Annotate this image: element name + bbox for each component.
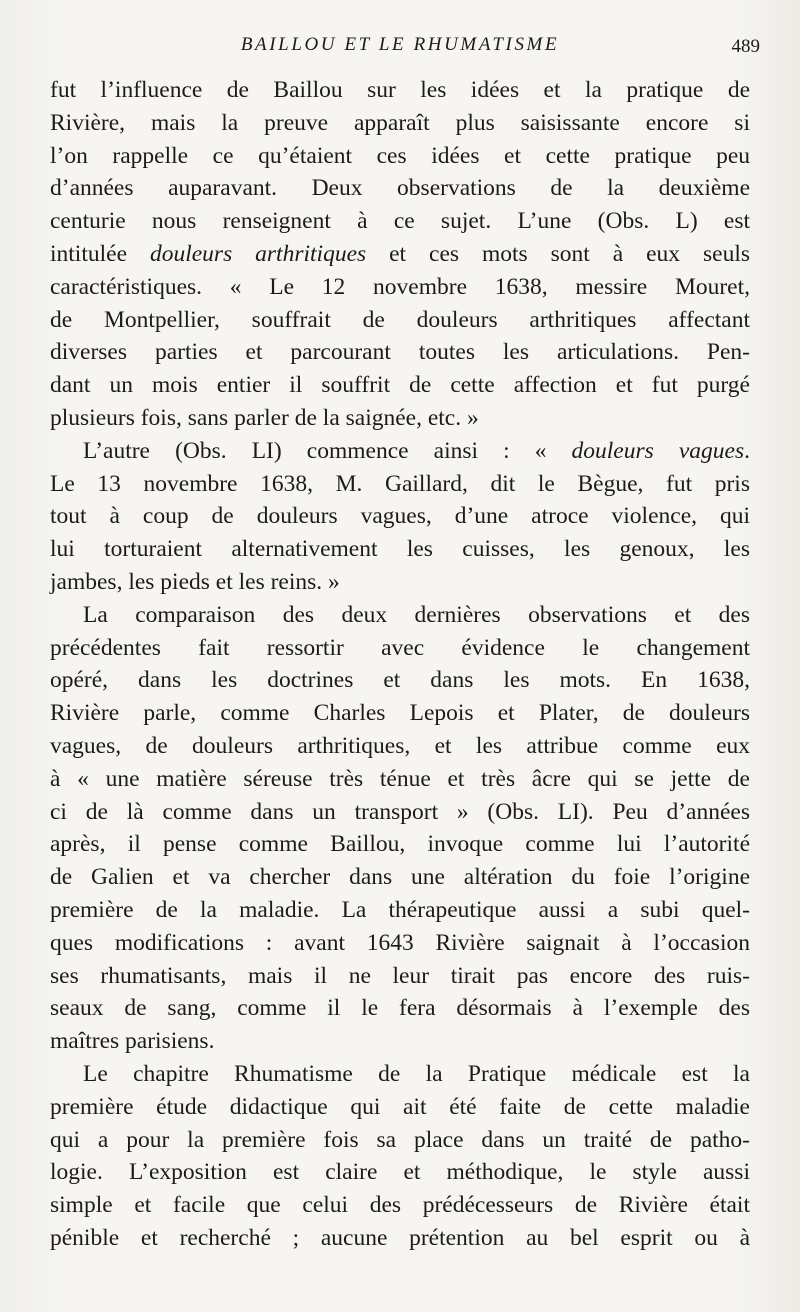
paragraph-first-line: Le chapitre Rhumatisme de la Pratique médicale est la bbox=[83, 1060, 750, 1087]
text-line: ci de là comme dans un transport » (Obs. LI). Peu d’années bbox=[50, 798, 750, 825]
paragraph-last-line: maîtres parisiens. bbox=[50, 1028, 215, 1055]
text-line: d’années auparavant. Deux observations de la deuxième bbox=[50, 175, 750, 202]
text-line: après, il pense comme Baillou, invoque comme lui l’autorité bbox=[50, 831, 750, 858]
paragraph-first-line: La comparaison des deux dernières observations et des bbox=[83, 601, 750, 628]
text-line: fut l’influence de Baillou sur les idées et la pratique de bbox=[50, 77, 750, 103]
text-line: Rivière parle, comme Charles Lepois et Plater, de douleurs bbox=[50, 700, 750, 727]
text-line: Rivière, mais la preuve apparaît plus saisissante encore si bbox=[50, 109, 750, 136]
paragraph-first-line: L’autre (Obs. LI) commence ainsi : « douleurs vagues. bbox=[83, 437, 750, 464]
text-line: à « une matière séreuse très ténue et très âcre qui se jette de bbox=[50, 765, 750, 792]
text-line: dant un mois entier il souffrit de cette affection et fut purgé bbox=[50, 372, 750, 399]
text-line: caractéristiques. « Le 12 novembre 1638, messire Mouret, bbox=[50, 273, 750, 300]
running-title: BAILLOU ET LE RHUMATISME bbox=[240, 34, 560, 55]
text-line: seaux de sang, comme il le fera désormais à l’exemple des bbox=[50, 995, 750, 1022]
text-line: diverses parties et parcourant toutes les articulations. Pen- bbox=[50, 339, 750, 366]
text-line: de Montpellier, souffrait de douleurs arthritiques affectant bbox=[50, 306, 750, 333]
body-text bbox=[50, 74, 750, 1255]
text-line: logie. L’exposition est claire et méthodique, le style aussi bbox=[50, 1159, 750, 1186]
text-line: opéré, dans les doctrines et dans les mots. En 1638, bbox=[50, 667, 750, 694]
text-line: vagues, de douleurs arthritiques, et les attribue comme eux bbox=[50, 732, 750, 759]
text-line: précédentes fait ressortir avec évidence le changement bbox=[50, 634, 750, 661]
paragraph-last-line: plusieurs fois, sans parler de la saignée, etc. » bbox=[50, 404, 479, 431]
text-line: ses rhumatisants, mais il ne leur tirait pas encore des ruis- bbox=[50, 962, 750, 989]
text-line: centurie nous renseignent à ce sujet. L’une (Obs. L) est bbox=[50, 208, 750, 235]
text-line: de Galien et va chercher dans une altération du foie l’origine bbox=[50, 864, 750, 891]
italic-phrase: douleurs vagues bbox=[571, 437, 745, 464]
text-line: première étude didactique qui ait été faite de cette maladie bbox=[50, 1093, 750, 1120]
italic-phrase: douleurs arthritiques bbox=[149, 240, 367, 267]
text-line: l’on rappelle ce qu’étaient ces idées et cette pratique peu bbox=[50, 142, 750, 169]
text-line: intitulée douleurs arthritiques et ces mots sont à eux seuls bbox=[50, 240, 750, 267]
text-line: première de la maladie. La thérapeutique aussi a subi quel- bbox=[50, 896, 750, 923]
text-line: tout à coup de douleurs vagues, d’une atroce violence, qui bbox=[50, 503, 750, 530]
page-header bbox=[0, 34, 800, 64]
paragraph-last-line: jambes, les pieds et les reins. » bbox=[50, 568, 340, 595]
text-line: Le 13 novembre 1638, M. Gaillard, dit le Bègue, fut pris bbox=[50, 470, 750, 497]
text-line: pénible et recherché ; aucune prétention au bel esprit ou à bbox=[50, 1224, 750, 1251]
text-line: qui a pour la première fois sa place dans un traité de patho- bbox=[50, 1126, 750, 1153]
text-line: ques modifications : avant 1643 Rivière saignait à l’occasion bbox=[50, 929, 750, 956]
text-line: lui torturaient alternativement les cuisses, les genoux, les bbox=[50, 536, 750, 563]
page-number: 489 bbox=[731, 36, 760, 57]
text-line: simple et facile que celui des prédécesseurs de Rivière était bbox=[50, 1192, 750, 1219]
